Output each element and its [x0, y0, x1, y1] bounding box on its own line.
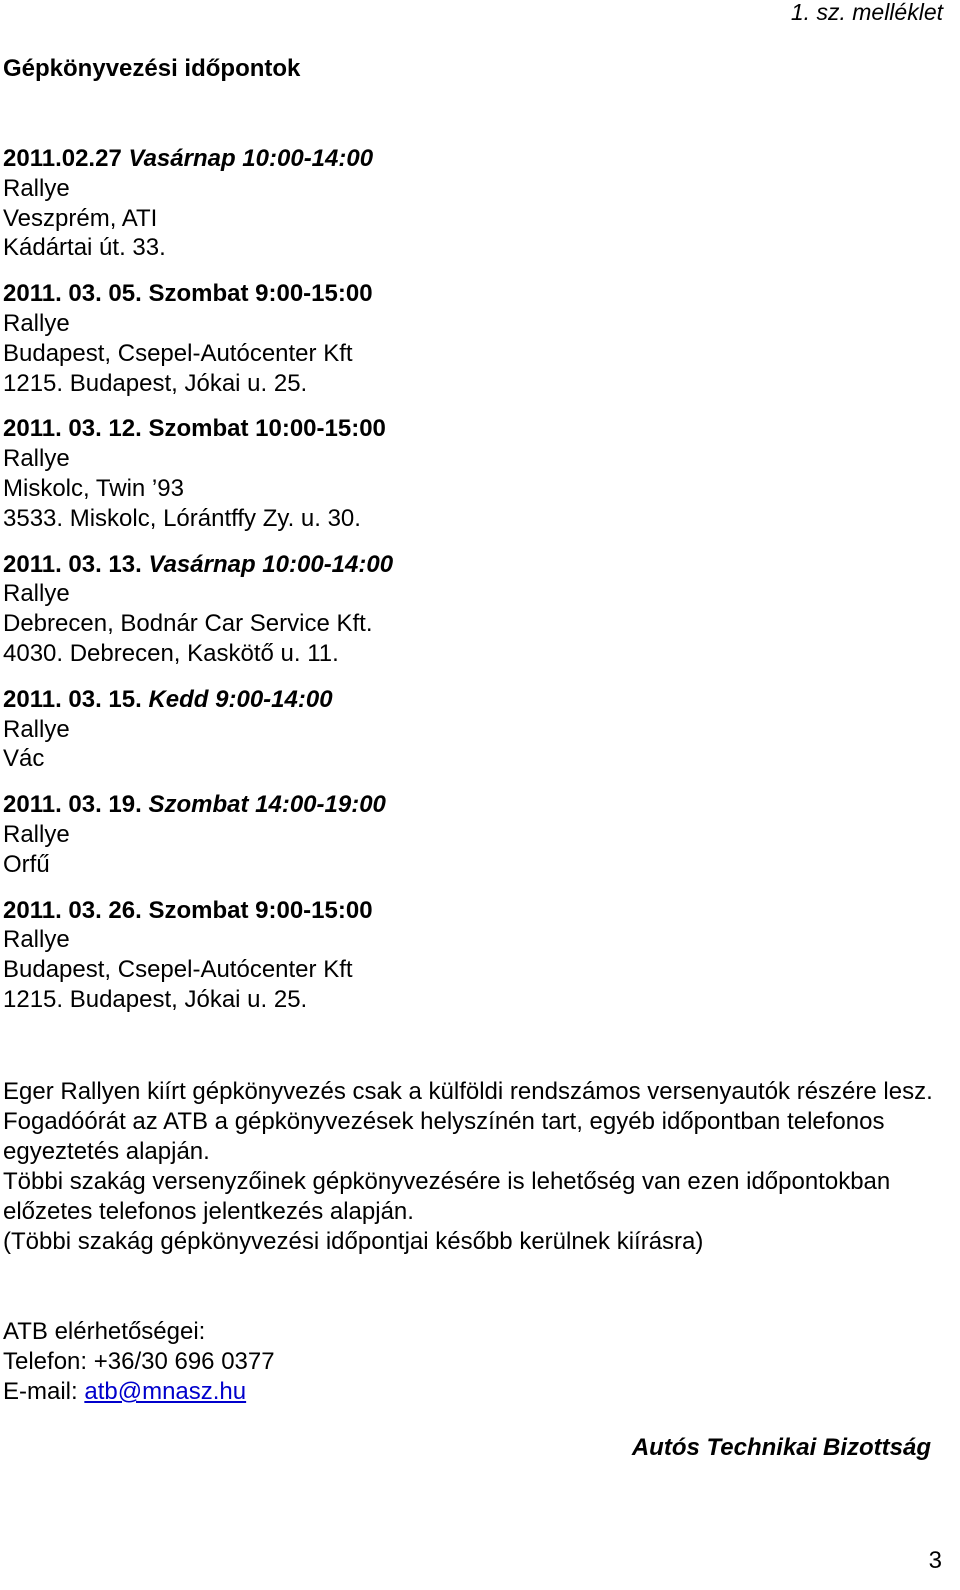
- event-entry: [3, 685, 943, 774]
- event-date: 2011. 03. 12.: [3, 415, 142, 443]
- event-category: Rallye: [3, 174, 70, 202]
- event-address: 4030. Debrecen, Kaskötő u. 11.: [3, 639, 339, 667]
- event-place: Budapest, Csepel-Autócenter Kft: [3, 956, 353, 984]
- event-day-time: Vasárnap 10:00-14:00: [128, 145, 374, 172]
- event-date: 2011.02.27: [3, 145, 122, 172]
- event-address: 3533. Miskolc, Lórántffy Zy. u. 30.: [3, 504, 361, 532]
- contact-phone: [3, 1347, 275, 1377]
- event-date-time: [3, 550, 943, 580]
- event-entry: [3, 550, 943, 669]
- contact-email: [3, 1377, 275, 1407]
- event-category: Rallye: [3, 309, 70, 337]
- event-category: Rallye: [3, 820, 70, 848]
- event-day-time: Szombat 10:00-15:00: [148, 415, 386, 443]
- event-place: Orfű: [3, 850, 50, 878]
- event-address: 1215. Budapest, Jókai u. 25.: [3, 985, 308, 1013]
- event-date: 2011. 03. 05.: [3, 280, 142, 308]
- event-date-time: [3, 685, 943, 715]
- page-number: 3: [928, 1547, 942, 1574]
- event-day-time: Szombat 14:00-19:00: [148, 791, 386, 819]
- event-entry: [3, 279, 943, 398]
- event-day-time: Kedd 9:00-14:00: [148, 685, 333, 713]
- event-address: Kádártai út. 33.: [3, 234, 166, 262]
- event-date-time: [3, 279, 943, 309]
- contact-heading: ATB elérhetőségei:: [3, 1318, 206, 1345]
- event-date-time: [3, 144, 943, 174]
- event-place: Veszprém, ATI: [3, 204, 158, 232]
- note-paragraph: Fogadóórát az ATB a gépkönyvezések helyszínén tart, egyéb időpontban telefonos egyeztetés alapján.: [3, 1108, 885, 1165]
- event-date: 2011. 03. 26.: [3, 896, 142, 924]
- email-label: E-mail:: [3, 1378, 85, 1405]
- email-link[interactable]: atb@mnasz.hu: [84, 1378, 247, 1405]
- event-date-time: [3, 790, 943, 820]
- event-day-time: Szombat 9:00-15:00: [148, 280, 373, 308]
- event-date-time: [3, 414, 943, 444]
- phone-label: Telefon:: [3, 1348, 94, 1375]
- event-category: Rallye: [3, 445, 70, 473]
- event-entry: [3, 144, 943, 263]
- note-paragraph: Eger Rallyen kiírt gépkönyvezés csak a külföldi rendszámos versenyautók részére lesz.: [3, 1078, 933, 1105]
- notes-section: [3, 1077, 948, 1257]
- document-title: Gépkönyvezési időpontok: [3, 55, 301, 82]
- phone-number: +36/30 696 0377: [93, 1348, 275, 1375]
- event-place: Miskolc, Twin ’93: [3, 474, 184, 502]
- event-category: Rallye: [3, 926, 70, 954]
- event-day-time: Vasárnap 10:00-14:00: [148, 550, 394, 578]
- event-entry: [3, 896, 943, 1015]
- note-paragraph: Többi szakág versenyzőinek gépkönyvezésére is lehetőség van ezen időpontokban előzetes telefonos jelentkezés alapján.: [3, 1168, 891, 1225]
- event-place: Debrecen, Bodnár Car Service Kft.: [3, 610, 373, 638]
- event-entry: [3, 414, 943, 533]
- event-day-time: Szombat 9:00-15:00: [148, 896, 373, 924]
- event-list: [3, 144, 943, 1031]
- event-place: Vác: [3, 745, 45, 773]
- event-place: Budapest, Csepel-Autócenter Kft: [3, 339, 353, 367]
- note-paragraph: (Többi szakág gépkönyvezési időpontjai később kerülnek kiírásra): [3, 1228, 704, 1255]
- event-date: 2011. 03. 19.: [3, 791, 142, 819]
- signature: Autós Technikai Bizottság: [631, 1434, 931, 1461]
- event-date: 2011. 03. 13.: [3, 550, 142, 578]
- event-address: 1215. Budapest, Jókai u. 25.: [3, 369, 308, 397]
- event-category: Rallye: [3, 715, 70, 743]
- event-category: Rallye: [3, 580, 70, 608]
- event-date: 2011. 03. 15.: [3, 685, 142, 713]
- annex-label: 1. sz. melléklet: [790, 0, 943, 25]
- contact-section: [3, 1317, 275, 1407]
- event-entry: [3, 790, 943, 879]
- event-date-time: [3, 896, 943, 926]
